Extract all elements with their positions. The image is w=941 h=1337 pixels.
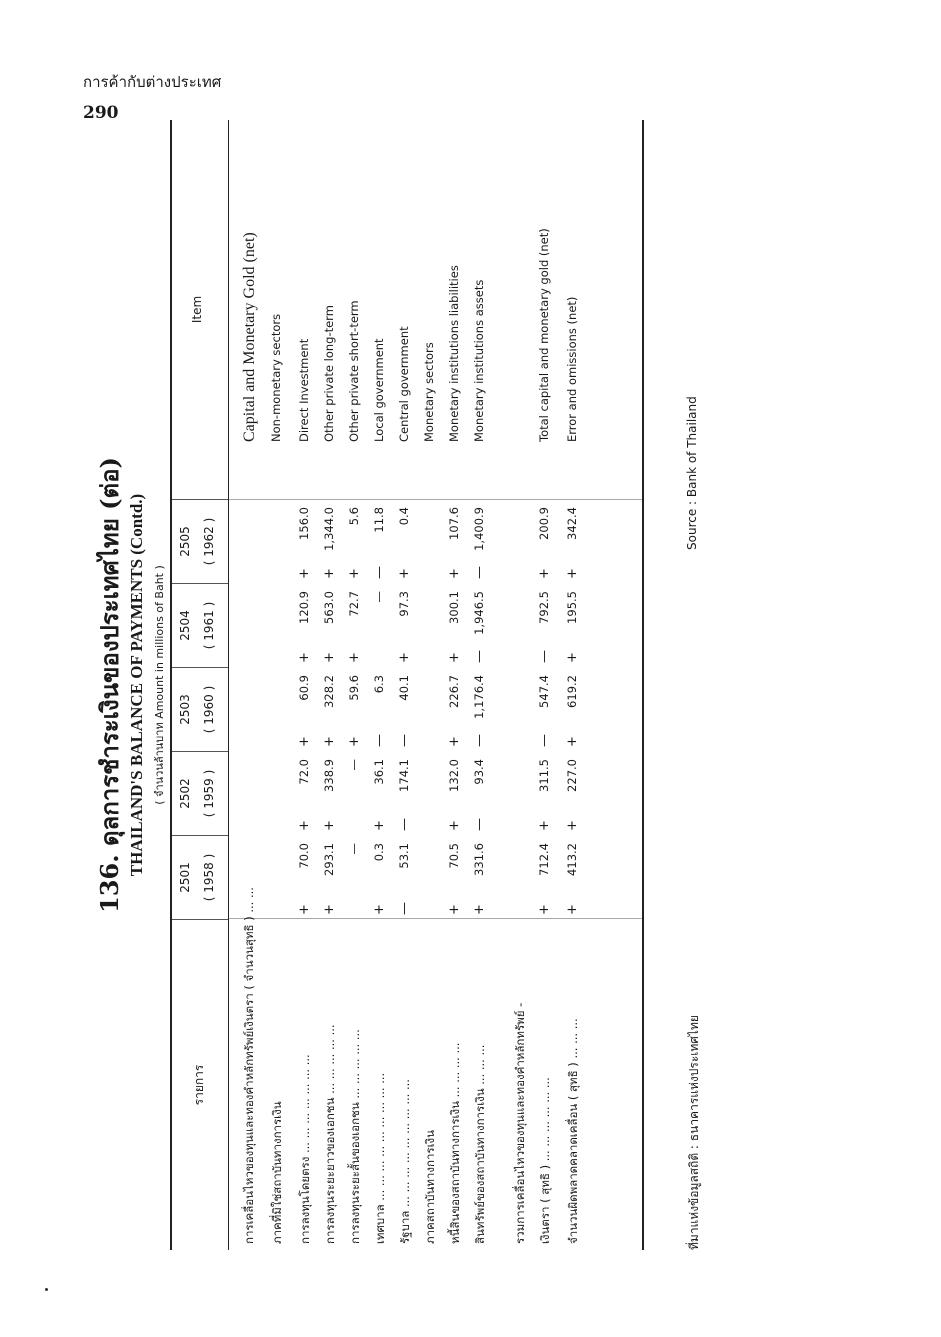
table-cell — [537, 667, 555, 751]
table-row — [344, 120, 367, 1250]
value-sign: + — [472, 904, 487, 915]
rotated-table-page — [90, 120, 710, 1250]
value-number: 0.3 — [372, 843, 386, 862]
value-number: 226.7 — [447, 675, 461, 708]
year-en: ( 1961 ) — [202, 601, 216, 650]
value-number: 293.1 — [322, 843, 336, 876]
value-sign: — — [372, 566, 387, 579]
value-sign: + — [565, 820, 580, 831]
table-cell — [297, 583, 315, 667]
value-number: 107.6 — [447, 507, 461, 540]
year-en: ( 1960 ) — [202, 685, 216, 734]
value-sign: + — [297, 904, 312, 915]
value-number: 53.1 — [397, 843, 411, 869]
table-cell — [512, 751, 530, 835]
value-number: 547.4 — [537, 675, 551, 708]
value-sign: + — [537, 568, 552, 579]
table-cell — [347, 499, 365, 583]
table-cell — [347, 583, 365, 667]
table-cell — [347, 751, 365, 835]
value-number: 72.0 — [297, 759, 311, 785]
table-cell — [269, 835, 287, 919]
table-cell — [397, 499, 415, 583]
header-year — [178, 584, 216, 667]
value-number: 132.0 — [447, 759, 461, 792]
row-label-english: Other private short-term — [347, 300, 361, 442]
year-th: 2503 — [178, 694, 192, 725]
table-cell — [422, 583, 440, 667]
row-label-thai: สินทรัพย์ของสถาบันทางการเงิน ... ... ... — [473, 1044, 487, 1244]
value-sign: + — [322, 736, 337, 747]
table-cell — [565, 835, 583, 919]
table-cell — [372, 499, 390, 583]
value-sign: + — [372, 904, 387, 915]
row-label-english: Central government — [397, 326, 411, 442]
value-sign: — — [472, 818, 487, 831]
table-cell — [322, 499, 340, 583]
row-label-thai: การเคลื่อนไหวของทุนและทองคำหลักทรัพย์เงินตรา ( จำนวนสุทธิ ) ... ... — [242, 887, 256, 1244]
value-sign: + — [447, 904, 462, 915]
value-number: 200.9 — [537, 507, 551, 540]
header-rule — [228, 120, 229, 1250]
value-number: 97.3 — [397, 591, 411, 617]
units-note: ( จำนวนล้านบาท Amount in millions of Baht ) — [153, 565, 166, 805]
page-number: 290 — [83, 103, 119, 123]
value-sign: — — [397, 902, 412, 915]
value-number: 300.1 — [447, 591, 461, 624]
table-row — [534, 120, 557, 1250]
value-sign: + — [565, 568, 580, 579]
table-cell — [472, 835, 490, 919]
header-item-thai: รายการ — [192, 1064, 206, 1106]
value-sign: + — [297, 652, 312, 663]
value-number: 331.6 — [472, 843, 486, 876]
table-cell — [297, 499, 315, 583]
value-number: 70.0 — [297, 843, 311, 869]
table-cell — [447, 751, 465, 835]
row-label-english: Total capital and monetary gold (net) — [537, 228, 551, 442]
table-cell — [447, 835, 465, 919]
value-sign: — — [472, 734, 487, 747]
value-sign: + — [297, 736, 312, 747]
header-year — [178, 752, 216, 835]
row-label-thai: จำนวนผิดพลาดคลาดเคลื่อน ( สุทธิ ) ... ... ... — [566, 1018, 580, 1244]
value-number: 1,400.9 — [472, 507, 486, 551]
table-cell — [241, 751, 259, 835]
value-number: 70.5 — [447, 843, 461, 869]
header-year — [178, 836, 216, 919]
row-label-thai: เทศบาล ... ... ... ... ... ... ... ... ... — [373, 1072, 387, 1244]
value-number: 563.0 — [322, 591, 336, 624]
value-number: 792.5 — [537, 591, 551, 624]
row-label-thai: การลงทุนโดยตรง ... ... ... ... ... ... ... — [298, 1054, 312, 1244]
table-cell — [397, 751, 415, 835]
table-row — [562, 120, 585, 1250]
row-label-thai: หนี้สินของสถาบันทางการเงิน ... ... ... ... — [448, 1042, 462, 1244]
table-cell — [537, 583, 555, 667]
value-sign: — — [397, 818, 412, 831]
value-number: 195.5 — [565, 591, 579, 624]
value-number: — — [347, 759, 361, 771]
row-label-english: Capital and Monetary Gold (net) — [241, 232, 258, 442]
value-number: 156.0 — [297, 507, 311, 540]
table-row — [509, 120, 532, 1250]
table-cell — [512, 835, 530, 919]
value-number: — — [372, 591, 386, 603]
value-sign: + — [397, 568, 412, 579]
table-row — [266, 120, 289, 1250]
row-label-thai: การลงทุนระยะสั้นของเอกชน ... ... ... ... ... — [348, 1029, 362, 1244]
table-cell — [537, 751, 555, 835]
row-label-english: Monetary institutions assets — [472, 279, 486, 442]
table-cell — [422, 499, 440, 583]
value-sign: — — [537, 650, 552, 663]
value-sign: — — [372, 734, 387, 747]
value-sign: + — [447, 568, 462, 579]
table-cell — [269, 751, 287, 835]
value-sign: + — [447, 736, 462, 747]
table-row — [369, 120, 392, 1250]
table-cell — [472, 583, 490, 667]
value-sign: + — [447, 652, 462, 663]
value-number: 72.7 — [347, 591, 361, 617]
table-cell — [537, 499, 555, 583]
value-sign: + — [322, 820, 337, 831]
value-number: 174.1 — [397, 759, 411, 792]
table-cell — [297, 667, 315, 751]
year-en: ( 1962 ) — [202, 517, 216, 566]
table-cell — [347, 667, 365, 751]
source-thai: ที่มาแห่งข้อมูลสถิติ : ธนาคารแห่งประเทศไทย — [687, 1015, 701, 1250]
row-label-thai: การลงทุนระยะยาวของเอกชน ... ... ... ... ... — [323, 1024, 337, 1244]
table-cell — [322, 835, 340, 919]
table-cell — [512, 667, 530, 751]
value-number: 1,176.4 — [472, 675, 486, 719]
table-cell — [472, 499, 490, 583]
row-label-english: Direct Investment — [297, 338, 311, 442]
year-en: ( 1958 ) — [202, 853, 216, 902]
value-sign: + — [565, 904, 580, 915]
value-number: 59.6 — [347, 675, 361, 701]
value-sign: + — [347, 652, 362, 663]
row-label-english: Monetary institutions liabilities — [447, 265, 461, 442]
year-en: ( 1959 ) — [202, 769, 216, 818]
table-cell — [269, 583, 287, 667]
table-cell — [322, 583, 340, 667]
value-sign: + — [322, 652, 337, 663]
table-cell — [472, 667, 490, 751]
table-cell — [241, 499, 259, 583]
table-cell — [422, 835, 440, 919]
year-th: 2502 — [178, 778, 192, 809]
row-label-thai: ภาคสถาบันทางการเงิน — [423, 1130, 437, 1244]
table-row — [238, 120, 261, 1250]
value-sign: — — [472, 650, 487, 663]
value-number: 120.9 — [297, 591, 311, 624]
value-sign: + — [447, 820, 462, 831]
value-sign: + — [397, 652, 412, 663]
value-number: 1,946.5 — [472, 591, 486, 635]
source-english: Source : Bank of Thailand — [685, 396, 699, 550]
value-number: 712.4 — [537, 843, 551, 876]
value-sign: — — [537, 734, 552, 747]
row-label-english: Local government — [372, 338, 386, 442]
table-cell — [512, 499, 530, 583]
table-cell — [565, 583, 583, 667]
table-cell — [397, 835, 415, 919]
table-cell — [472, 751, 490, 835]
table-row — [319, 120, 342, 1250]
value-number: 5.6 — [347, 507, 361, 526]
value-sign: + — [297, 568, 312, 579]
table-cell — [447, 499, 465, 583]
value-sign: + — [322, 568, 337, 579]
value-number: 36.1 — [372, 759, 386, 785]
header-year — [178, 668, 216, 751]
table-cell — [447, 583, 465, 667]
table-cell — [297, 835, 315, 919]
table-row — [469, 120, 492, 1250]
value-sign: — — [472, 566, 487, 579]
row-label-english: Monetary sectors — [422, 342, 436, 442]
row-label-english: Non-monetary sectors — [269, 313, 283, 442]
value-number: 311.5 — [537, 759, 551, 792]
value-number: 1,344.0 — [322, 507, 336, 551]
table-cell — [565, 667, 583, 751]
top-rule — [170, 120, 172, 1250]
table-cell — [297, 751, 315, 835]
value-number: 342.4 — [565, 507, 579, 540]
table-cell — [347, 835, 365, 919]
table-row — [294, 120, 317, 1250]
year-th: 2501 — [178, 862, 192, 893]
value-number: 619.2 — [565, 675, 579, 708]
year-th: 2504 — [178, 610, 192, 641]
value-number: 6.3 — [372, 675, 386, 694]
value-sign: + — [322, 904, 337, 915]
value-sign: — — [397, 734, 412, 747]
table-cell — [322, 751, 340, 835]
row-label-thai: เงินตรา ( สุทธิ ) ... ... ... ... ... ... — [538, 1077, 552, 1244]
row-label-thai: รัฐบาล ... ... ... ... ... ... ... ... ... — [398, 1079, 412, 1244]
value-number: — — [347, 843, 361, 855]
table-cell — [269, 667, 287, 751]
table-cell — [565, 751, 583, 835]
table-cell — [537, 835, 555, 919]
value-number: 0.4 — [397, 507, 411, 526]
value-number: 93.4 — [472, 759, 486, 785]
table-cell — [372, 667, 390, 751]
table-cell — [397, 667, 415, 751]
table-cell — [372, 583, 390, 667]
table-row — [394, 120, 417, 1250]
table-cell — [422, 667, 440, 751]
table-cell — [269, 499, 287, 583]
bottom-rule — [642, 120, 644, 1250]
table-cell — [565, 499, 583, 583]
value-number: 60.9 — [297, 675, 311, 701]
value-sign: + — [347, 736, 362, 747]
table-cell — [512, 583, 530, 667]
year-th: 2505 — [178, 526, 192, 557]
table-cell — [372, 835, 390, 919]
value-number: 338.9 — [322, 759, 336, 792]
value-sign: + — [297, 820, 312, 831]
value-sign: + — [537, 904, 552, 915]
table-cell — [322, 667, 340, 751]
header-year — [178, 500, 216, 583]
table-row — [419, 120, 442, 1250]
value-sign: + — [372, 820, 387, 831]
running-header: การค้ากับต่างประเทศ — [83, 73, 222, 91]
value-number: 40.1 — [397, 675, 411, 701]
value-number: 328.2 — [322, 675, 336, 708]
table-cell — [447, 667, 465, 751]
scan-speck — [45, 1288, 48, 1291]
row-label-thai: ภาคที่มิใช่สถาบันทางการเงิน — [270, 1101, 284, 1244]
header-item-english: Item — [190, 295, 204, 324]
table-title-thai: 136. ดุลการชำระเงินของประเทศไทย (ต่อ) — [95, 457, 124, 913]
table-cell — [372, 751, 390, 835]
table-cell — [241, 583, 259, 667]
row-label-english: Error and omissions (net) — [565, 296, 579, 442]
table-cell — [397, 583, 415, 667]
value-number: 413.2 — [565, 843, 579, 876]
value-number: 227.0 — [565, 759, 579, 792]
value-number: 11.8 — [372, 507, 386, 533]
row-label-thai: รวมการเคลื่อนไหวของทุนและทองคำหลักทรัพย์ - — [513, 1002, 527, 1244]
value-sign: + — [537, 820, 552, 831]
value-sign: + — [347, 568, 362, 579]
value-sign: + — [565, 652, 580, 663]
table-row — [444, 120, 467, 1250]
row-label-english: Other private long-term — [322, 305, 336, 442]
table-title-english: THAILAND'S BALANCE OF PAYMENTS (Contd.) — [127, 493, 146, 877]
value-sign: + — [565, 736, 580, 747]
table-cell — [422, 751, 440, 835]
table-cell — [241, 835, 259, 919]
table-cell — [241, 667, 259, 751]
